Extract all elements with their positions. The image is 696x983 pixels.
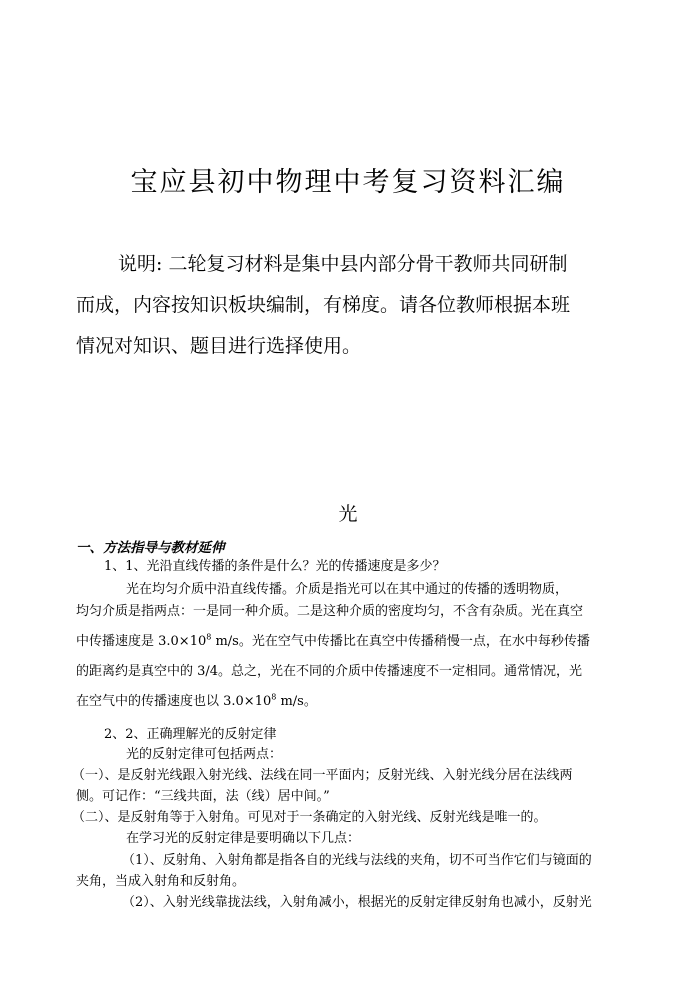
body-line bbox=[76, 630, 636, 649]
exponent: 8 bbox=[206, 632, 212, 642]
body-line: 侧。可记作：“三线共面，法（线）居中间。” bbox=[76, 789, 330, 804]
section-heading: 一、方法指导与教材延伸 bbox=[76, 540, 225, 556]
exponent: 8 bbox=[271, 692, 277, 702]
body-line: 均匀介质是指两点：一是同一种介质。二是这种介质的密度均匀，不含有杂质。光在真空 bbox=[76, 604, 584, 619]
speed-text: m/s。光在空气中传播比在真空中传播稍慢一点，在水中每秒传播 bbox=[211, 634, 590, 649]
body-line: （二）、是反射角等于入射角。可见对于一条确定的入射光线、反射光线是唯一的。 bbox=[72, 810, 547, 825]
body-line: 光的反射定律可包括两点： bbox=[126, 747, 283, 762]
body-line: 在学习光的反射定律是要明确以下几点： bbox=[126, 831, 361, 846]
intro-line: 情况对知识、题目进行选择使用。 bbox=[76, 335, 362, 357]
body-line bbox=[76, 690, 636, 709]
document-title: 宝应县初中物理中考复习资料汇编 bbox=[130, 167, 566, 198]
intro-line: 而成，内容按知识板块编制，有梯度。请各位教师根据本班 bbox=[76, 294, 571, 316]
question-1: 1、1、光沿直线传播的条件是什么？光的传播速度是多少？ bbox=[104, 559, 446, 574]
intro-line: 说明: 二轮复习材料是集中县内部分骨干教师共同研制 bbox=[118, 253, 568, 275]
question-2: 2、2、正确理解光的反射定律 bbox=[104, 727, 277, 742]
intro-paragraph bbox=[76, 244, 636, 367]
body-line: （2）、入射光线靠拢法线，入射角减小，根据光的反射定律反射角也减小，反射光 bbox=[122, 895, 592, 910]
body-line: 光在均匀介质中沿直线传播。介质是指光可以在其中通过的传播的透明物质， bbox=[126, 582, 569, 597]
speed-text: m/s。 bbox=[276, 694, 317, 709]
speed-text: 中传播速度是 3.0×10 bbox=[76, 634, 207, 649]
chapter-title: 光 bbox=[338, 503, 358, 525]
body-line: （一）、是反射光线跟入射光线、法线在同一平面内；反射光线、入射光线分居在法线两 bbox=[72, 768, 573, 783]
body-line: 的距离约是真空中的 3/4。总之，光在不同的介质中传播速度不一定相同。通常情况，光 bbox=[76, 664, 583, 679]
body-line: 夹角，当成入射角和反射角。 bbox=[76, 874, 246, 889]
body-line: （1）、反射角、入射角都是指各自的光线与法线的夹角，切不可当作它们与镜面的 bbox=[122, 853, 592, 868]
speed-text: 在空气中的传播速度也以 3.0×10 bbox=[76, 694, 272, 709]
